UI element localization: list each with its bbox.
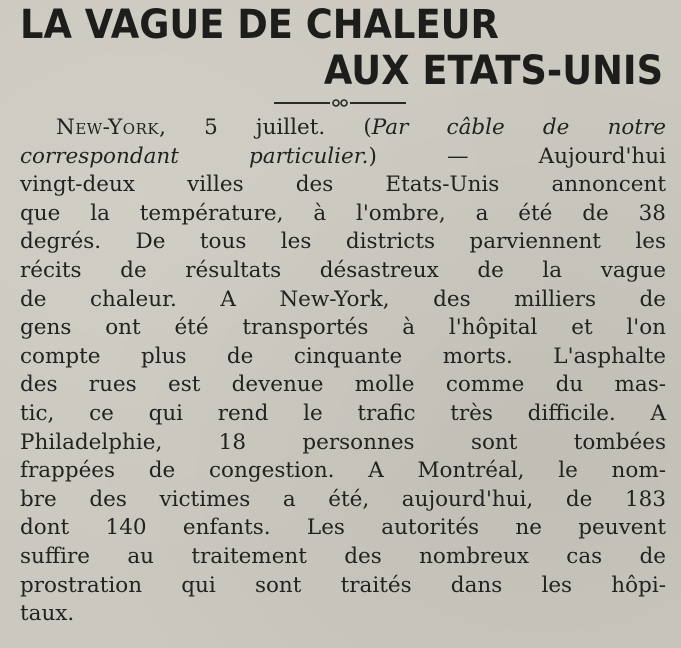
ornamental-divider-icon — [274, 96, 406, 110]
article-line-1 — [20, 114, 666, 143]
article-line-14: bre des victimes a été, aujourd'hui, de 183 — [20, 486, 666, 512]
article-line-11: tic, ce qui rend le trafic très difficile. A — [20, 400, 666, 426]
article-line-9: compte plus de cinquante morts. L'asphalte — [20, 343, 666, 369]
source-credit-part-2: correspondant particulier. — [20, 143, 369, 169]
article-line-12: Philadelphie, 18 personnes sont tombées — [20, 429, 666, 455]
article-line-4: que la température, à l'ombre, a été de 38 — [20, 200, 666, 226]
article-line-7: de chaleur. A New-York, des milliers de — [20, 286, 666, 312]
headline-line-2: AUX ETATS-UNIS — [323, 48, 664, 94]
article-line-8: gens ont été transportés à l'hôpital et l'on — [20, 315, 666, 341]
article-line-5: degrés. De tous les districts parviennent les — [20, 229, 666, 255]
article-line-2 — [20, 143, 666, 172]
dateline-date: , 5 juillet. ( — [159, 115, 372, 140]
article-line-15: dont 140 enfants. Les autorités ne peuvent — [20, 515, 666, 541]
article-line-6: récits de résultats désastreux de la vague — [20, 257, 666, 283]
article-line-13: frappées de congestion. A Montréal, le nom- — [20, 458, 666, 484]
article-line-16: suffire au traitement des nombreux cas de — [20, 543, 666, 569]
article-line-17: prostration qui sont traités dans les hôpi- — [20, 572, 666, 598]
article-line-18: taux. — [20, 601, 75, 627]
article-line-2-rest: ) — Aujourd'hui — [368, 143, 666, 169]
headline — [20, 2, 664, 94]
source-credit-part-1: Par câble de notre — [371, 115, 666, 140]
headline-line-1: LA VAGUE DE CHALEUR — [20, 2, 499, 48]
dateline-place: New-York — [56, 115, 160, 140]
article-body — [20, 114, 666, 629]
article-line-3: vingt-deux villes des Etats-Unis annoncent — [20, 172, 666, 198]
article-line-10: des rues est devenue molle comme du mas- — [20, 372, 666, 398]
